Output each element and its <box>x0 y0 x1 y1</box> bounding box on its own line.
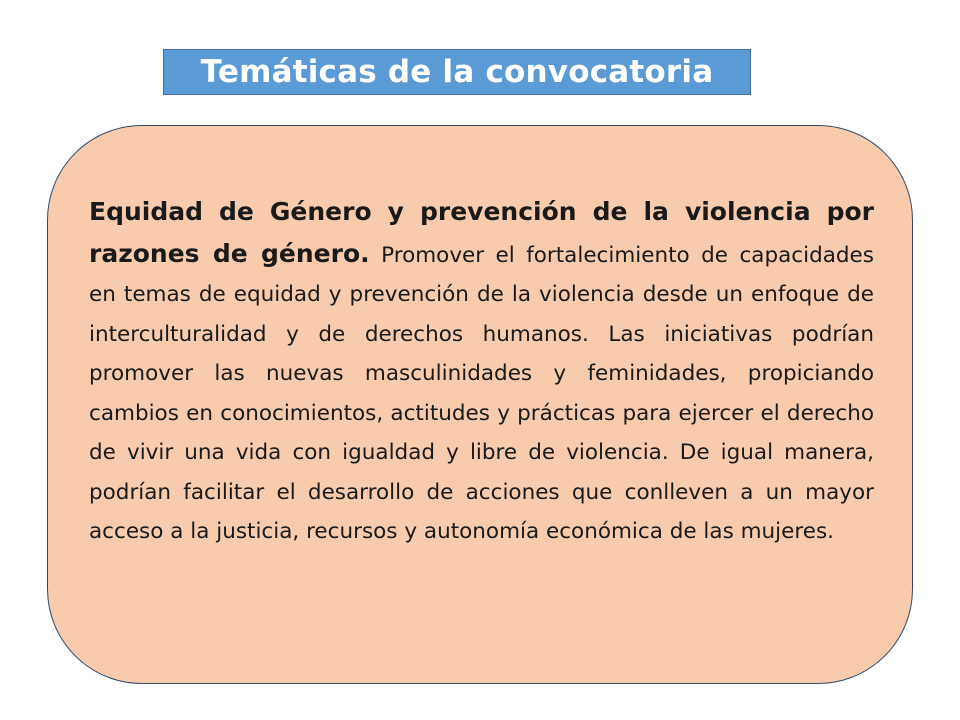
content-paragraph <box>89 192 874 552</box>
content-heading: Equidad de Género y prevención de la violencia por razones de género. <box>89 197 874 268</box>
content-box <box>47 125 913 684</box>
content-body: Promover el fortalecimiento de capacidades en temas de equidad y prevención de la violencia desde un enfoque de interculturalidad y de derechos humanos. Las iniciativas podrían promover las nuevas masculinidades y feminidades, propiciando cambios en conocimientos, actitudes y prácticas para ejercer el derecho de vivir una vida con igualdad y libre de violencia. De igual manera, podrían facilitar el desarrollo de acciones que conlleven a un mayor acceso a la justicia, recursos y autonomía económica de las mujeres. <box>89 242 874 544</box>
title-banner <box>163 49 751 95</box>
page-title: Temáticas de la convocatoria <box>200 54 714 90</box>
